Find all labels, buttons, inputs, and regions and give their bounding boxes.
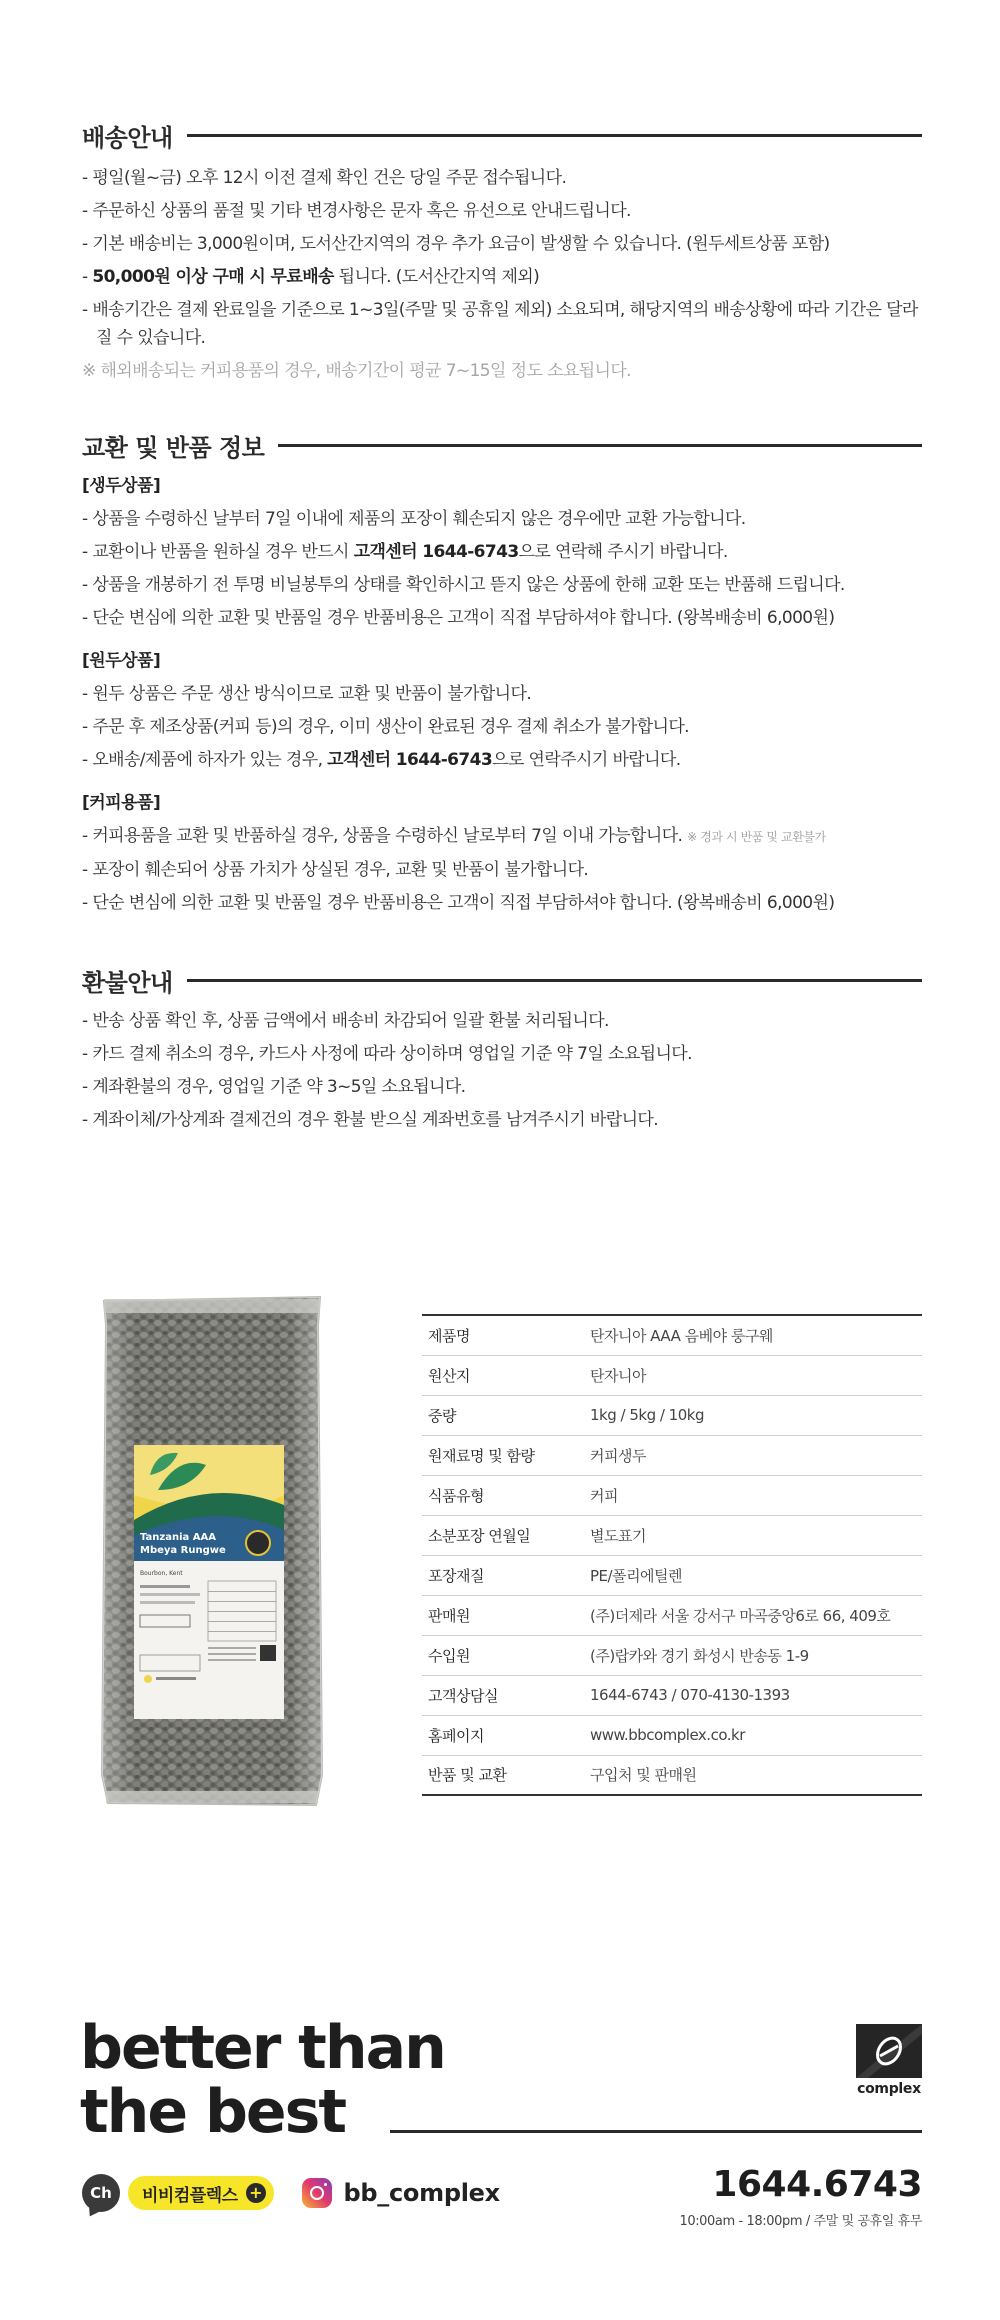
section-header: [82, 963, 922, 997]
complex-logo-icon: [856, 2024, 922, 2078]
spec-key: 중량: [422, 1395, 590, 1435]
divider: [187, 134, 922, 137]
table-row: [422, 1515, 922, 1555]
slogan-line: better than: [80, 2013, 445, 2083]
subheading-green-beans: [생두상품]: [82, 476, 161, 496]
customer-phone[interactable]: 1644.6743: [712, 2164, 922, 2205]
customer-center-highlight: 고객센터 1644-6743: [353, 542, 519, 562]
spec-value: www.bbcomplex.co.kr: [590, 1715, 922, 1755]
kakao-channel-icon[interactable]: Ch: [82, 2174, 120, 2212]
list-item: - 계좌환불의 경우, 영업일 기준 약 3~5일 소요됩니다.: [82, 1077, 466, 1097]
shipping-section: [82, 118, 922, 388]
table-row: [422, 1435, 922, 1475]
social-links: [82, 2172, 500, 2214]
customer-center-highlight: 고객센터 1644-6743: [327, 750, 493, 770]
list-item: - 단순 변심에 의한 교환 및 반품일 경우 반품비용은 고객이 직접 부담하셔야 합니다. (왕복배송비 6,000원): [82, 608, 835, 628]
section-header: [82, 118, 922, 152]
product-spec-table: [422, 1314, 922, 1796]
table-row: [422, 1715, 922, 1755]
section-header: [82, 428, 922, 462]
spec-value: 커피: [590, 1475, 922, 1515]
spec-key: 반품 및 교환: [428, 1766, 507, 1785]
kakao-channel-label: 비비컴플렉스: [142, 2185, 238, 2206]
subheading-roasted-beans: [원두상품]: [82, 651, 161, 671]
label-variety: Bourbon, Kent: [140, 1570, 183, 1577]
list-item: - 원두 상품은 주문 생산 방식이므로 교환 및 반품이 불가합니다.: [82, 684, 532, 704]
spec-key: 제품명: [422, 1315, 590, 1355]
list-item: - 주문하신 상품의 품절 및 기타 변경사항은 문자 혹은 유선으로 안내드립니다.: [82, 201, 631, 221]
list-item: - 상품을 수령하신 날부터 7일 이내에 제품의 포장이 훼손되지 않은 경우에만 교환 가능합니다.: [82, 509, 746, 529]
spec-value: PE/폴리에틸렌: [590, 1555, 922, 1595]
section-title: 교환 및 반품 정보: [82, 433, 265, 462]
spec-value: (주)랍카와 경기 화성시 반송동 1-9: [590, 1635, 922, 1675]
brand-slogan: [80, 2013, 445, 2147]
shipping-list: [82, 162, 922, 388]
spec-value: 탄자니아 AAA 음베야 룽구웨: [590, 1315, 922, 1355]
table-row: [422, 1315, 922, 1355]
refund-list: [82, 1005, 922, 1137]
table-row: [422, 1595, 922, 1635]
spec-value: 구입처 및 판매원: [590, 1766, 697, 1785]
spec-key: 식품유형: [422, 1475, 590, 1515]
exchange-content: [82, 470, 922, 920]
slogan-line: the best: [80, 2077, 346, 2147]
list-item: - 평일(월~금) 오후 12시 이전 결제 확인 건은 당일 주문 접수됩니다.: [82, 168, 567, 188]
kakao-channel-button[interactable]: [128, 2176, 274, 2210]
spec-key: 홈페이지: [422, 1715, 590, 1755]
table-row: [422, 1675, 922, 1715]
table-row: [422, 1555, 922, 1595]
spec-key: 판매원: [422, 1595, 590, 1635]
business-hours: 10:00am - 18:00pm / 주말 및 공휴일 휴무: [679, 2214, 922, 2229]
instagram-handle[interactable]: bb_complex: [343, 2179, 500, 2207]
free-shipping-highlight: 50,000원 이상 구매 시 무료배송: [92, 267, 334, 287]
brand-name: complex: [857, 2081, 921, 2097]
table-row: [422, 1395, 922, 1435]
list-item: - 커피용품을 교환 및 반품하실 경우, 상품을 수령하신 날로부터 7일 이내 가능합니다. ※ 경과 시 반품 및 교환불가: [82, 826, 826, 846]
spec-value: 별도표기: [590, 1515, 922, 1555]
label-title-1: Tanzania AAA: [140, 1532, 216, 1543]
list-item: - 반송 상품 확인 후, 상품 금액에서 배송비 차감되어 일괄 환불 처리됩니다.: [82, 1011, 609, 1031]
spec-value: (주)더제라 서울 강서구 마곡중앙6로 66, 409호: [590, 1595, 922, 1635]
list-item: - 교환이나 반품을 원하실 경우 반드시 고객센터 1644-6743으로 연락해 주시기 바랍니다.: [82, 542, 728, 562]
instagram-icon[interactable]: [302, 2178, 332, 2208]
spec-key: 소분포장 연월일: [422, 1515, 590, 1555]
spec-key: 수입원: [422, 1635, 590, 1675]
product-bag-image: [98, 1295, 326, 1807]
brand-logo: [856, 2024, 922, 2097]
divider: [278, 444, 922, 447]
coffee-bag-illustration: [98, 1295, 326, 1807]
spec-value: 탄자니아: [590, 1355, 922, 1395]
footer-divider: [390, 2130, 922, 2133]
list-item: - 오배송/제품에 하자가 있는 경우, 고객센터 1644-6743으로 연락주시기 바랍니다.: [82, 750, 681, 770]
section-title: 환불안내: [82, 968, 173, 997]
list-item: - 계좌이체/가상계좌 결제건의 경우 환불 받으실 계좌번호를 남겨주시기 바랍니다.: [82, 1110, 659, 1130]
spec-value: 1644-6743 / 070-4130-1393: [590, 1675, 922, 1715]
section-title: 배송안내: [82, 123, 173, 152]
list-item: - 기본 배송비는 3,000원이며, 도서산간지역의 경우 추가 요금이 발생할 수 있습니다. (원두세트상품 포함): [82, 234, 830, 254]
list-item: - 배송기간은 결제 완료일을 기준으로 1~3일(주말 및 공휴일 제외) 소요되며, 해당지역의 배송상황에 따라 기간은 달라질 수 있습니다.: [82, 300, 918, 348]
exchange-section: [82, 428, 922, 920]
table-row: [422, 1635, 922, 1675]
list-item: - 포장이 훼손되어 상품 가치가 상실된 경우, 교환 및 반품이 불가합니다.: [82, 860, 589, 880]
list-item: - 상품을 개봉하기 전 투명 비닐봉투의 상태를 확인하시고 뜯지 않은 상품에 한해 교환 또는 반품해 드립니다.: [82, 575, 845, 595]
spec-key: 원산지: [422, 1355, 590, 1395]
table-row: [422, 1355, 922, 1395]
spec-key: 원재료명 및 함량: [422, 1435, 590, 1475]
spec-value: 커피생두: [590, 1435, 922, 1475]
table-row: [422, 1755, 922, 1795]
divider: [187, 979, 922, 982]
spec-key: 포장재질: [422, 1555, 590, 1595]
spec-value: 1kg / 5kg / 10kg: [590, 1395, 922, 1435]
list-item: - 50,000원 이상 구매 시 무료배송 됩니다. (도서산간지역 제외): [82, 267, 540, 287]
subheading-coffee-supplies: [커피용품]: [82, 793, 161, 813]
list-item: - 주문 후 제조상품(커피 등)의 경우, 이미 생산이 완료된 경우 결제 취소가 불가합니다.: [82, 717, 689, 737]
label-title-2: Mbeya Rungwe: [140, 1545, 226, 1556]
list-item: - 카드 결제 취소의 경우, 카드사 사정에 따라 상이하며 영업일 기준 약 7일 소요됩니다.: [82, 1044, 692, 1064]
plus-icon: +: [246, 2183, 266, 2203]
spec-key: 고객상담실: [422, 1675, 590, 1715]
overseas-note: ※ 해외배송되는 커피용품의 경우, 배송기간이 평균 7~15일 정도 소요됩니다.: [82, 361, 631, 381]
list-item: - 단순 변심에 의한 교환 및 반품일 경우 반품비용은 고객이 직접 부담하셔야 합니다. (왕복배송비 6,000원): [82, 893, 835, 913]
refund-section: [82, 963, 922, 1137]
expiry-note: ※ 경과 시 반품 및 교환불가: [687, 830, 826, 844]
table-row: [422, 1475, 922, 1515]
